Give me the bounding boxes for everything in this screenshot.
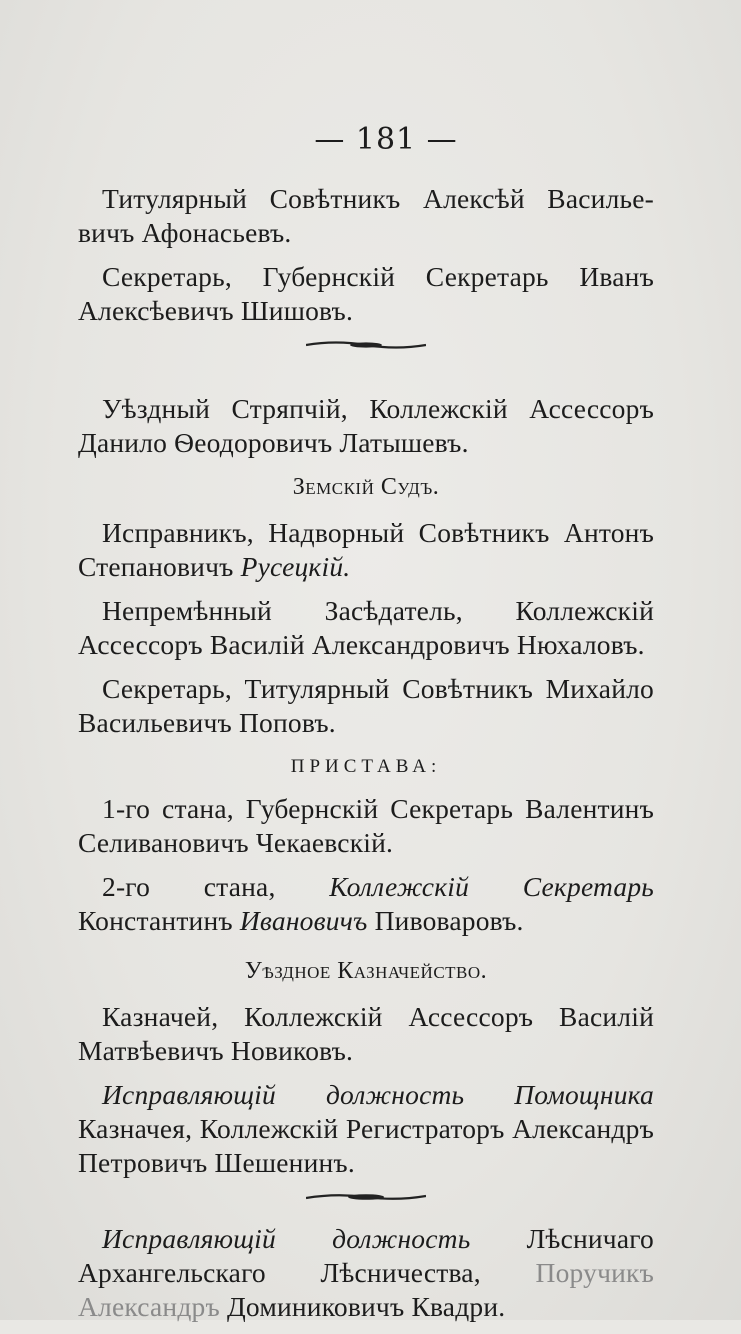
entry-stan-1: 1-го стана, Губернскій Секретарь Валентинъ Селивановичъ Чекаевскій. xyxy=(78,793,654,858)
entry-ispravnik xyxy=(78,516,654,584)
entry-stan-2-patronymic: Ивановичъ xyxy=(239,905,368,936)
entry-assistant-treasurer xyxy=(78,1078,654,1180)
entry-ispravnik-name: Русецкій. xyxy=(240,551,351,582)
entry-stan-2 xyxy=(78,870,654,938)
entry-assistant-role: Исправляющій должность Помощника xyxy=(102,1079,654,1110)
heading-treasury: Уѣздное Казначейство. xyxy=(244,958,488,984)
entry-stan-2-prefix: 2-го стана, xyxy=(102,871,330,902)
entry-assessor: Непремѣнный Засѣдатель, Коллежскій Ассессоръ Василій Александровичъ Нюхаловъ. xyxy=(78,595,654,660)
entry-forester-name: Доминиковичъ Квадри. xyxy=(219,1291,506,1322)
heading-pristava: ПРИСТАВА: xyxy=(290,756,442,777)
entry-titular-councillor: Титулярный Совѣтникъ Алексѣй Василье-вичъ Афонасьевъ. xyxy=(78,183,654,248)
text-block xyxy=(78,120,654,1334)
entry-district-attorney: Уѣздный Стряпчій, Коллежскій Ассессоръ Данило Ѳеодоровичъ Латышевъ. xyxy=(78,393,654,458)
page-number: — 181 — xyxy=(314,122,458,157)
entry-secretary-2: Секретарь, Титулярный Совѣтникъ Михайло Васильевичъ Поповъ. xyxy=(78,673,654,738)
entry-secretary-1: Секретарь, Губернскій Секретарь Иванъ Алексѣевичъ Шишовъ. xyxy=(78,261,654,326)
entry-forester-rank: Поручикъ Александръ xyxy=(78,1257,654,1322)
entry-forester-office: Лѣсничаго Архангельскаго Лѣсничества, xyxy=(78,1223,654,1288)
heading-zemsky-court: Земскій Судъ. xyxy=(292,474,440,500)
entry-treasurer: Казначей, Коллежскій Ассессоръ Василій Матвѣевичъ Новиковъ. xyxy=(78,1001,654,1066)
ornamental-rule xyxy=(306,338,426,352)
ornamental-rule-lower xyxy=(306,1190,426,1204)
entry-stan-2-mid: Константинъ xyxy=(78,905,240,936)
entry-stan-2-rank: Коллежскій Секретарь xyxy=(329,871,654,902)
entry-forester xyxy=(78,1222,654,1324)
entry-assistant-rest: Казначея, Коллежскій Регистраторъ Александръ Петровичъ Шешенинъ. xyxy=(78,1113,654,1178)
entry-ispravnik-text: Исправникъ, Надворный Совѣтникъ Антонъ Степановичъ xyxy=(78,517,654,582)
entry-forester-role: Исправляющій должность xyxy=(102,1223,471,1254)
entry-stan-2-surname: Пивоваровъ. xyxy=(367,905,524,936)
